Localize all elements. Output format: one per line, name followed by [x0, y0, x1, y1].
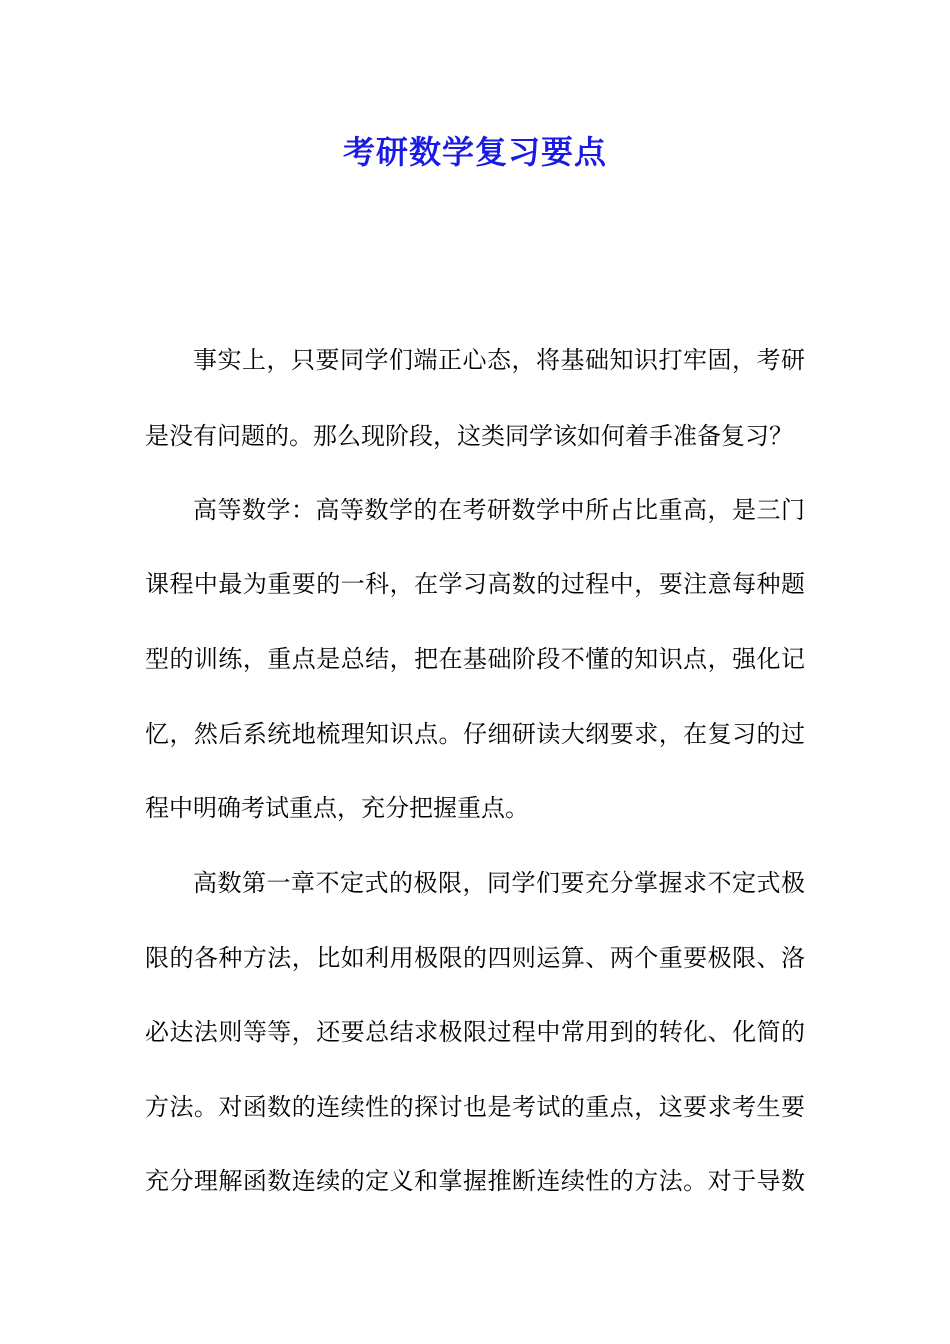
paragraph-2-line-5: 程中明确考试重点，充分把握重点。: [145, 794, 529, 822]
paragraph-3-line-5: 充分理解函数连续的定义和掌握推断连续性的方法。对于导数: [145, 1167, 805, 1195]
paragraph-1-line-2: 是没有问题的。那么现阶段，这类同学该如何着手准备复习？: [145, 422, 793, 450]
paragraph-2-line-4: 忆，然后系统地梳理知识点。仔细研读大纲要求，在复习的过: [145, 720, 805, 748]
paragraph-3-line-2: 限的各种方法，比如利用极限的四则运算、两个重要极限、洛: [145, 944, 805, 972]
paragraph-1-line-1: 事实上，只要同学们端正心态，将基础知识打牢固，考研: [193, 346, 805, 374]
paragraph-3-line-3: 必达法则等等，还要总结求极限过程中常用到的转化、化简的: [145, 1018, 805, 1046]
paragraph-3-line-1: 高数第一章不定式的极限，同学们要充分掌握求不定式极: [193, 869, 805, 897]
paragraph-2-line-3: 型的训练，重点是总结，把在基础阶段不懂的知识点，强化记: [145, 645, 805, 673]
document-title: 考研数学复习要点: [342, 133, 607, 171]
paragraph-2-line-1: 高等数学：高等数学的在考研数学中所占比重高，是三门: [193, 496, 805, 524]
paragraph-3-line-4: 方法。对函数的连续性的探讨也是考试的重点，这要求考生要: [145, 1093, 805, 1121]
paragraph-2-line-2: 课程中最为重要的一科，在学习高数的过程中，要注意每种题: [145, 570, 805, 598]
